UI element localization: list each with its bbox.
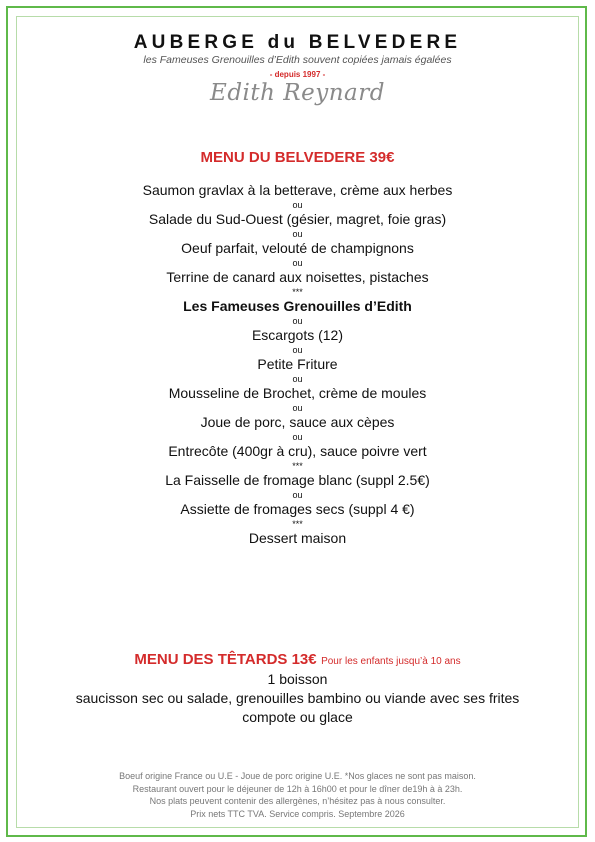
menu-item: Mousseline de Brochet, crème de moules (168, 385, 427, 401)
footer-line: Nos plats peuvent contenir des allergènes, n’hésitez pas à nous consulter. (149, 796, 446, 806)
menu-item: Salade du Sud-Ouest (gésier, magret, foie gras) (148, 211, 447, 227)
separator-stars: *** (292, 287, 303, 297)
menu-belvedere-title: MENU DU BELVEDERE 39€ (200, 149, 395, 166)
menu-belvedere-list (0, 182, 595, 547)
separator-ou: ou (292, 432, 303, 442)
separator-ou: ou (292, 200, 303, 210)
menu-tetards-list (0, 670, 595, 727)
menu-item: Dessert maison (248, 530, 347, 546)
separator-ou: ou (292, 229, 303, 239)
separator-ou: ou (292, 345, 303, 355)
footer-line: Restaurant ouvert pour le déjeuner de 12h à 16h00 et pour le dîner de19h à à 23h. (132, 783, 463, 794)
separator-ou: ou (292, 490, 303, 500)
footer-line: Prix nets TTC TVA. Service compris. Septembre 2026 (190, 808, 405, 819)
separator-stars: *** (292, 461, 303, 471)
menu-tetards-line: 1 boisson (267, 671, 328, 687)
footer-line: Boeuf origine France ou U.E - Joue de porc origine U.E. *Nos glaces ne sont pas maison. (119, 771, 476, 781)
menu-tetards-header (0, 651, 595, 669)
menu-item: Entrecôte (400gr à cru), sauce poivre vert (168, 443, 427, 459)
signature-logo: Edith Reynard (210, 80, 385, 106)
menu-tetards-title: MENU DES TÊTARDS 13€ (134, 651, 317, 668)
separator-stars: *** (292, 519, 303, 529)
menu-item-signature: Les Fameuses Grenouilles d’Edith (183, 298, 412, 314)
since-date: - depuis 1997 - (269, 70, 326, 79)
menu-tetards-note: Pour les enfants jusqu’à 10 ans (321, 656, 461, 667)
menu-tetards-line: saucisson sec ou salade, grenouilles bambino ou viande avec ses frites (75, 690, 520, 706)
separator-ou: ou (292, 403, 303, 413)
separator-ou: ou (292, 258, 303, 268)
separator-ou: ou (292, 374, 303, 384)
menu-item: La Faisselle de fromage blanc (suppl 2.5€) (165, 472, 430, 488)
restaurant-tagline: les Fameuses Grenouilles d’Edith souvent copiées jamais égalées (143, 54, 452, 66)
menu-item: Terrine de canard aux noisettes, pistaches (166, 269, 429, 285)
footer-notes (0, 770, 595, 820)
menu-item: Oeuf parfait, velouté de champignons (181, 240, 414, 256)
separator-ou: ou (292, 316, 303, 326)
restaurant-name: AUBERGE du BELVEDERE (133, 32, 462, 53)
menu-item: Saumon gravlax à la betterave, crème aux herbes (142, 182, 453, 198)
menu-item: Escargots (12) (251, 327, 344, 343)
menu-item: Assiette de fromages secs (suppl 4 €) (180, 501, 415, 517)
menu-item: Petite Friture (257, 356, 338, 372)
menu-tetards-line: compote ou glace (242, 709, 353, 725)
menu-item: Joue de porc, sauce aux cèpes (200, 414, 395, 430)
